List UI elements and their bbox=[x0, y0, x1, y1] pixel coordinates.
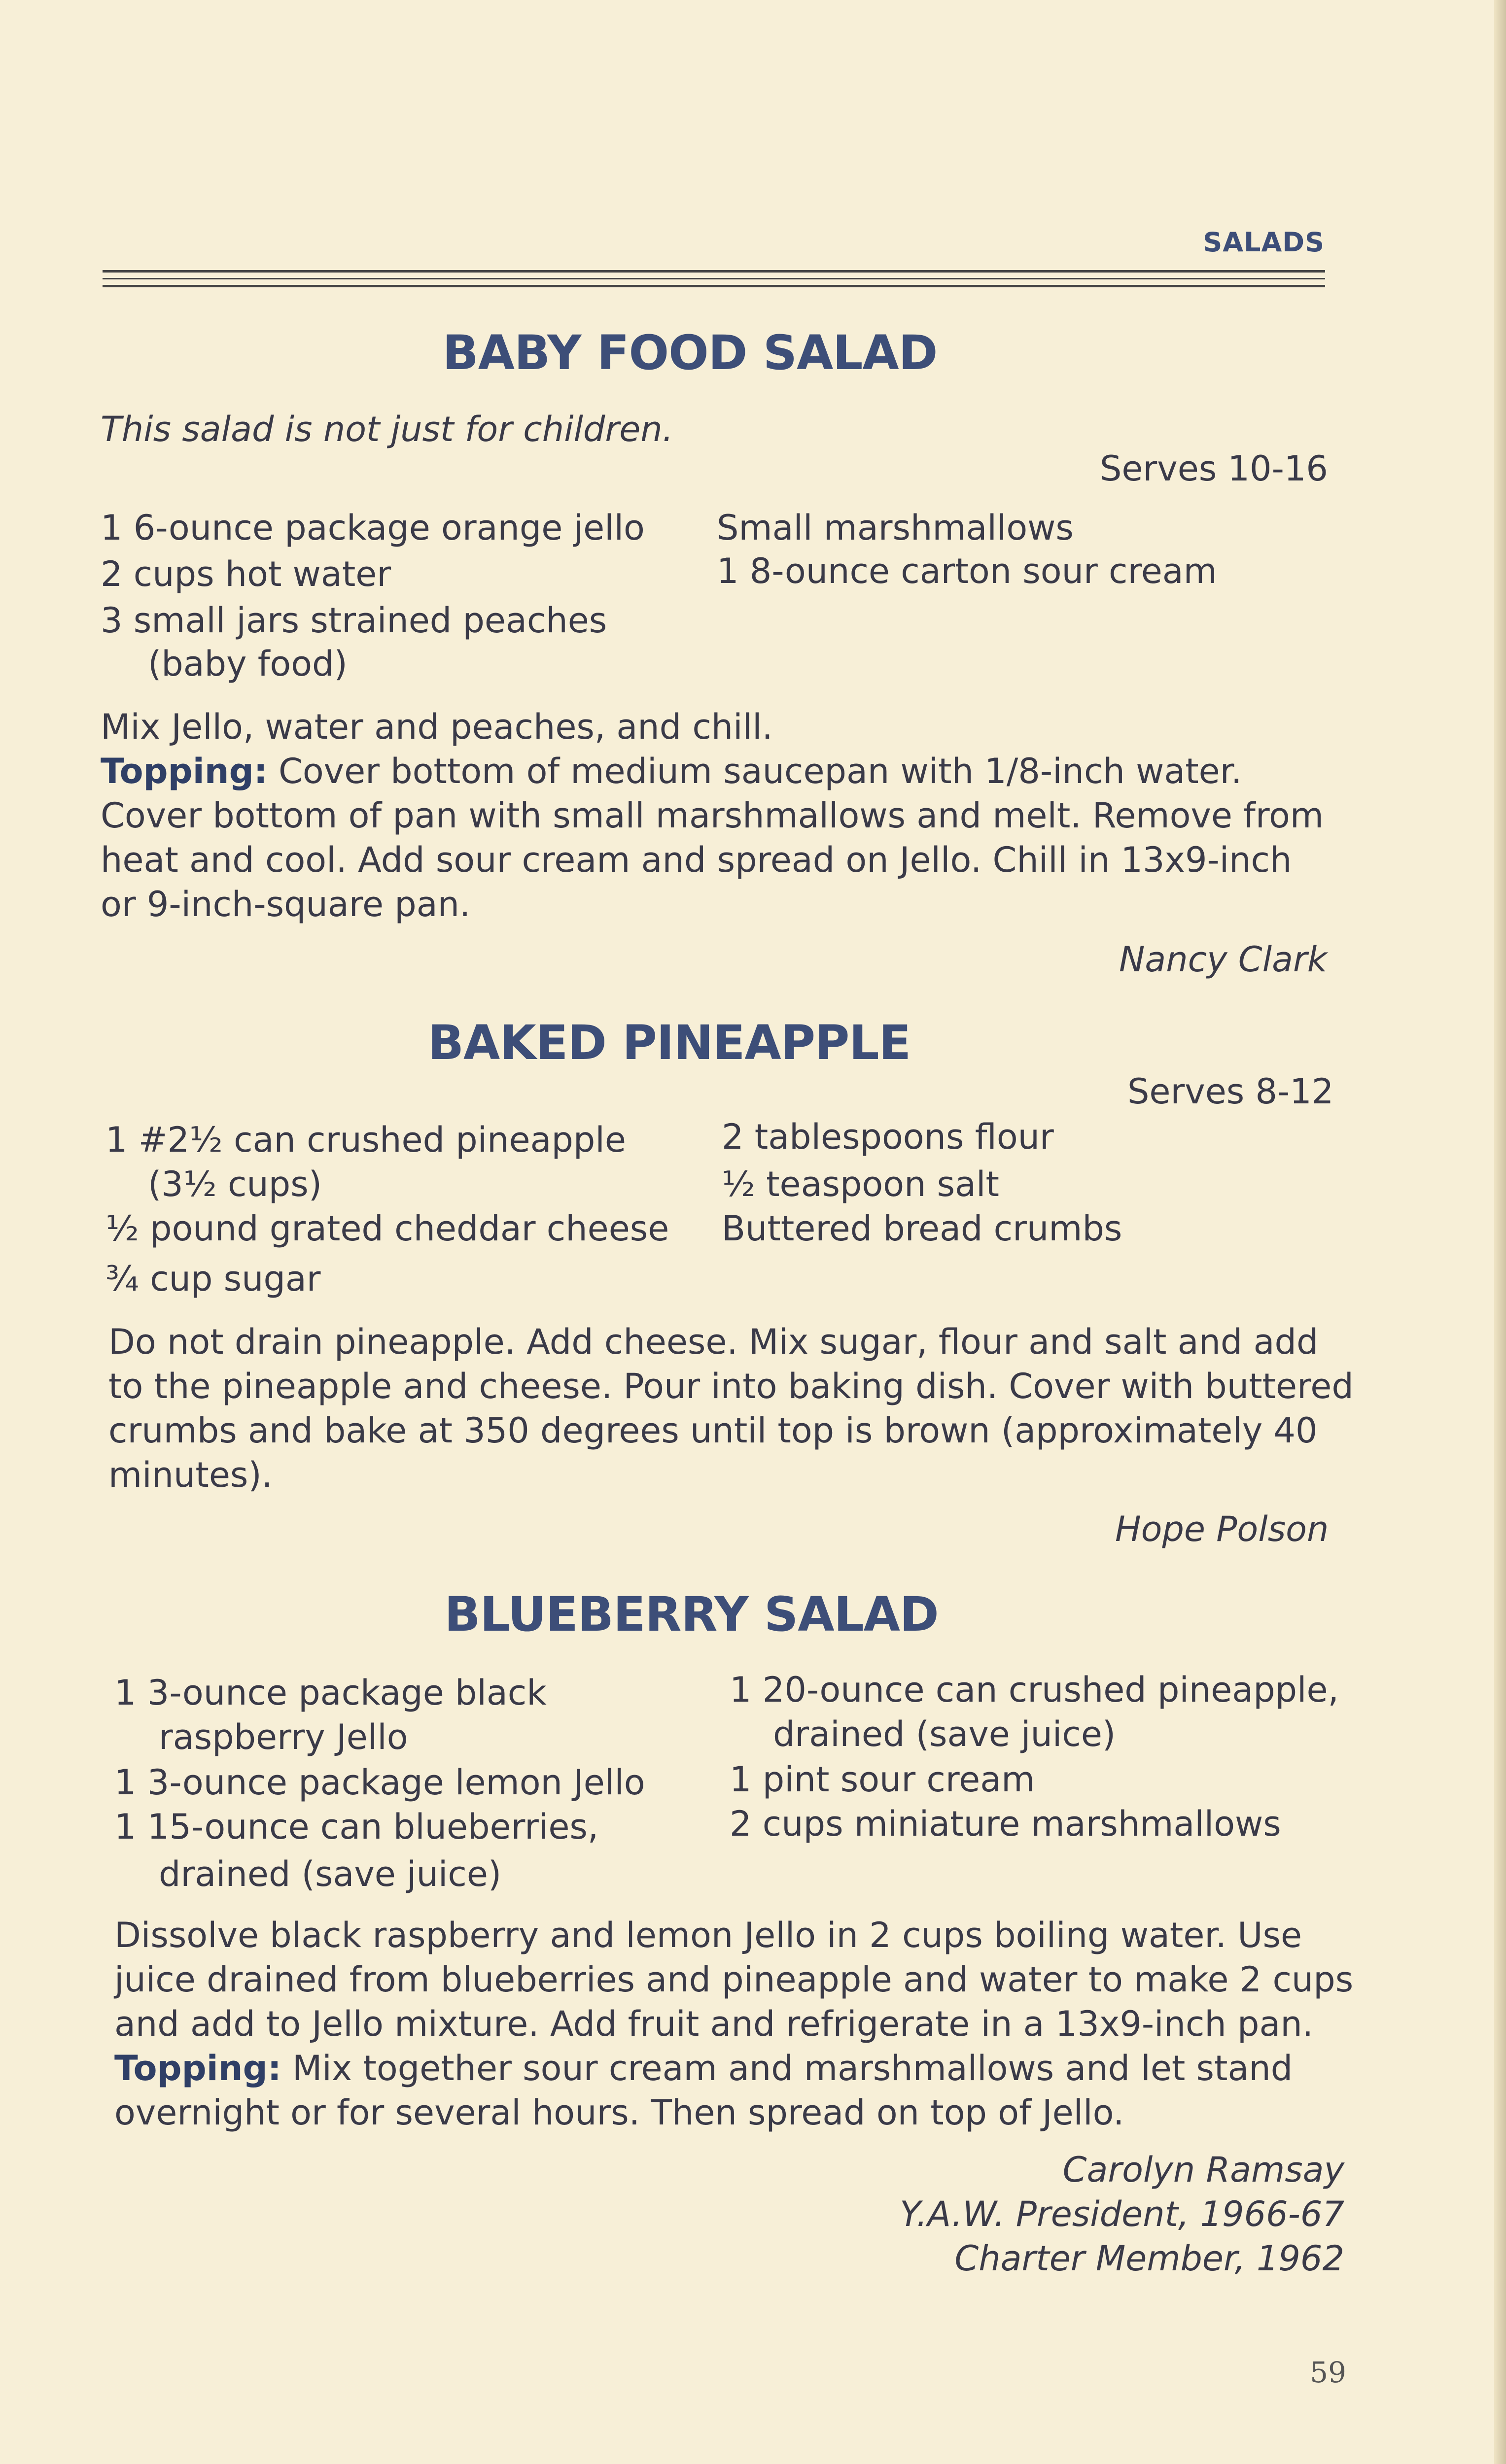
ingredient: 2 cups miniature marshmallows bbox=[730, 1804, 1281, 1844]
directions-line: juice drained from blueberries and pineapple and water to make 2 cups bbox=[114, 1959, 1354, 2000]
recipe-title: BAKED PINEAPPLE bbox=[427, 1015, 911, 1070]
ingredient: 1 15-ounce can blueberries, bbox=[114, 1807, 599, 1847]
header-rule bbox=[103, 270, 1325, 273]
page-spine-shadow bbox=[1494, 0, 1506, 2464]
topping-line bbox=[114, 2045, 1293, 2091]
ingredient: Small marshmallows bbox=[717, 508, 1074, 548]
topping-line: or 9-inch-square pan. bbox=[101, 884, 471, 924]
serves: Serves 10-16 bbox=[1100, 448, 1328, 489]
topping-label: Topping: bbox=[101, 751, 268, 791]
ingredient: (baby food) bbox=[148, 644, 348, 684]
recipe-title: BABY FOOD SALAD bbox=[442, 325, 938, 380]
topping-line: heat and cool. Add sour cream and spread on Jello. Chill in 13x9-inch bbox=[101, 840, 1292, 880]
recipe-subtitle: This salad is not just for children. bbox=[101, 409, 673, 449]
ingredient: 3 small jars strained peaches bbox=[101, 600, 607, 641]
author-title: Y.A.W. President, 1966-67 bbox=[900, 2194, 1344, 2234]
ingredient: 2 cups hot water bbox=[101, 554, 391, 594]
topping-line bbox=[101, 748, 1242, 794]
ingredient: ½ teaspoon salt bbox=[722, 1164, 999, 1204]
ingredient: Buttered bread crumbs bbox=[722, 1208, 1122, 1249]
topping-text: Cover bottom of medium saucepan with 1/8-inch water. bbox=[267, 751, 1242, 791]
directions-line: minutes). bbox=[108, 1455, 273, 1495]
ingredient: ½ pound grated cheddar cheese bbox=[105, 1208, 669, 1249]
directions-line: Dissolve black raspberry and lemon Jello in 2 cups boiling water. Use bbox=[114, 1915, 1302, 1955]
serves: Serves 8-12 bbox=[1127, 1071, 1334, 1112]
author-membership: Charter Member, 1962 bbox=[954, 2238, 1344, 2279]
ingredient: 1 6-ounce package orange jello bbox=[101, 508, 645, 548]
ingredient: 2 tablespoons flour bbox=[722, 1117, 1054, 1157]
directions-line: crumbs and bake at 350 degrees until top is brown (approximately 40 bbox=[108, 1410, 1318, 1451]
recipe-author: Carolyn Ramsay bbox=[1062, 2150, 1344, 2190]
header-rule bbox=[103, 278, 1325, 279]
ingredient: drained (save juice) bbox=[773, 1714, 1116, 1754]
ingredient: raspberry Jello bbox=[159, 1717, 408, 1757]
directions-line: Mix Jello, water and peaches, and chill. bbox=[101, 707, 773, 747]
directions-line: Do not drain pineapple. Add cheese. Mix sugar, flour and salt and add bbox=[108, 1322, 1319, 1362]
ingredient: 1 #2½ can crushed pineapple bbox=[105, 1120, 626, 1160]
topping-line: Cover bottom of pan with small marshmallows and melt. Remove from bbox=[101, 795, 1324, 836]
topping-text: Mix together sour cream and marshmallows and let stand bbox=[281, 2048, 1293, 2088]
ingredient: 1 pint sour cream bbox=[730, 1759, 1035, 1800]
ingredient: ¾ cup sugar bbox=[105, 1259, 321, 1299]
topping-label: Topping: bbox=[114, 2048, 281, 2088]
header-rule bbox=[103, 285, 1325, 287]
recipe-title: BLUEBERRY SALAD bbox=[444, 1587, 939, 1642]
running-head: SALADS bbox=[1203, 227, 1325, 258]
recipe-author: Nancy Clark bbox=[1119, 939, 1328, 980]
page-number: 59 bbox=[1310, 2356, 1346, 2389]
directions-line: and add to Jello mixture. Add fruit and refrigerate in a 13x9-inch pan. bbox=[114, 2004, 1313, 2044]
directions-line: to the pineapple and cheese. Pour into baking dish. Cover with buttered bbox=[108, 1366, 1354, 1406]
ingredient: 1 3-ounce package lemon Jello bbox=[114, 1762, 645, 1803]
ingredient: 1 3-ounce package black bbox=[114, 1673, 547, 1713]
ingredient: 1 20-ounce can crushed pineapple, bbox=[730, 1670, 1339, 1710]
ingredient: (3½ cups) bbox=[148, 1164, 322, 1204]
ingredient: drained (save juice) bbox=[159, 1854, 502, 1894]
ingredient: 1 8-ounce carton sour cream bbox=[717, 551, 1217, 591]
recipe-author: Hope Polson bbox=[1115, 1509, 1329, 1549]
topping-line: overnight or for several hours. Then spread on top of Jello. bbox=[114, 2092, 1124, 2133]
